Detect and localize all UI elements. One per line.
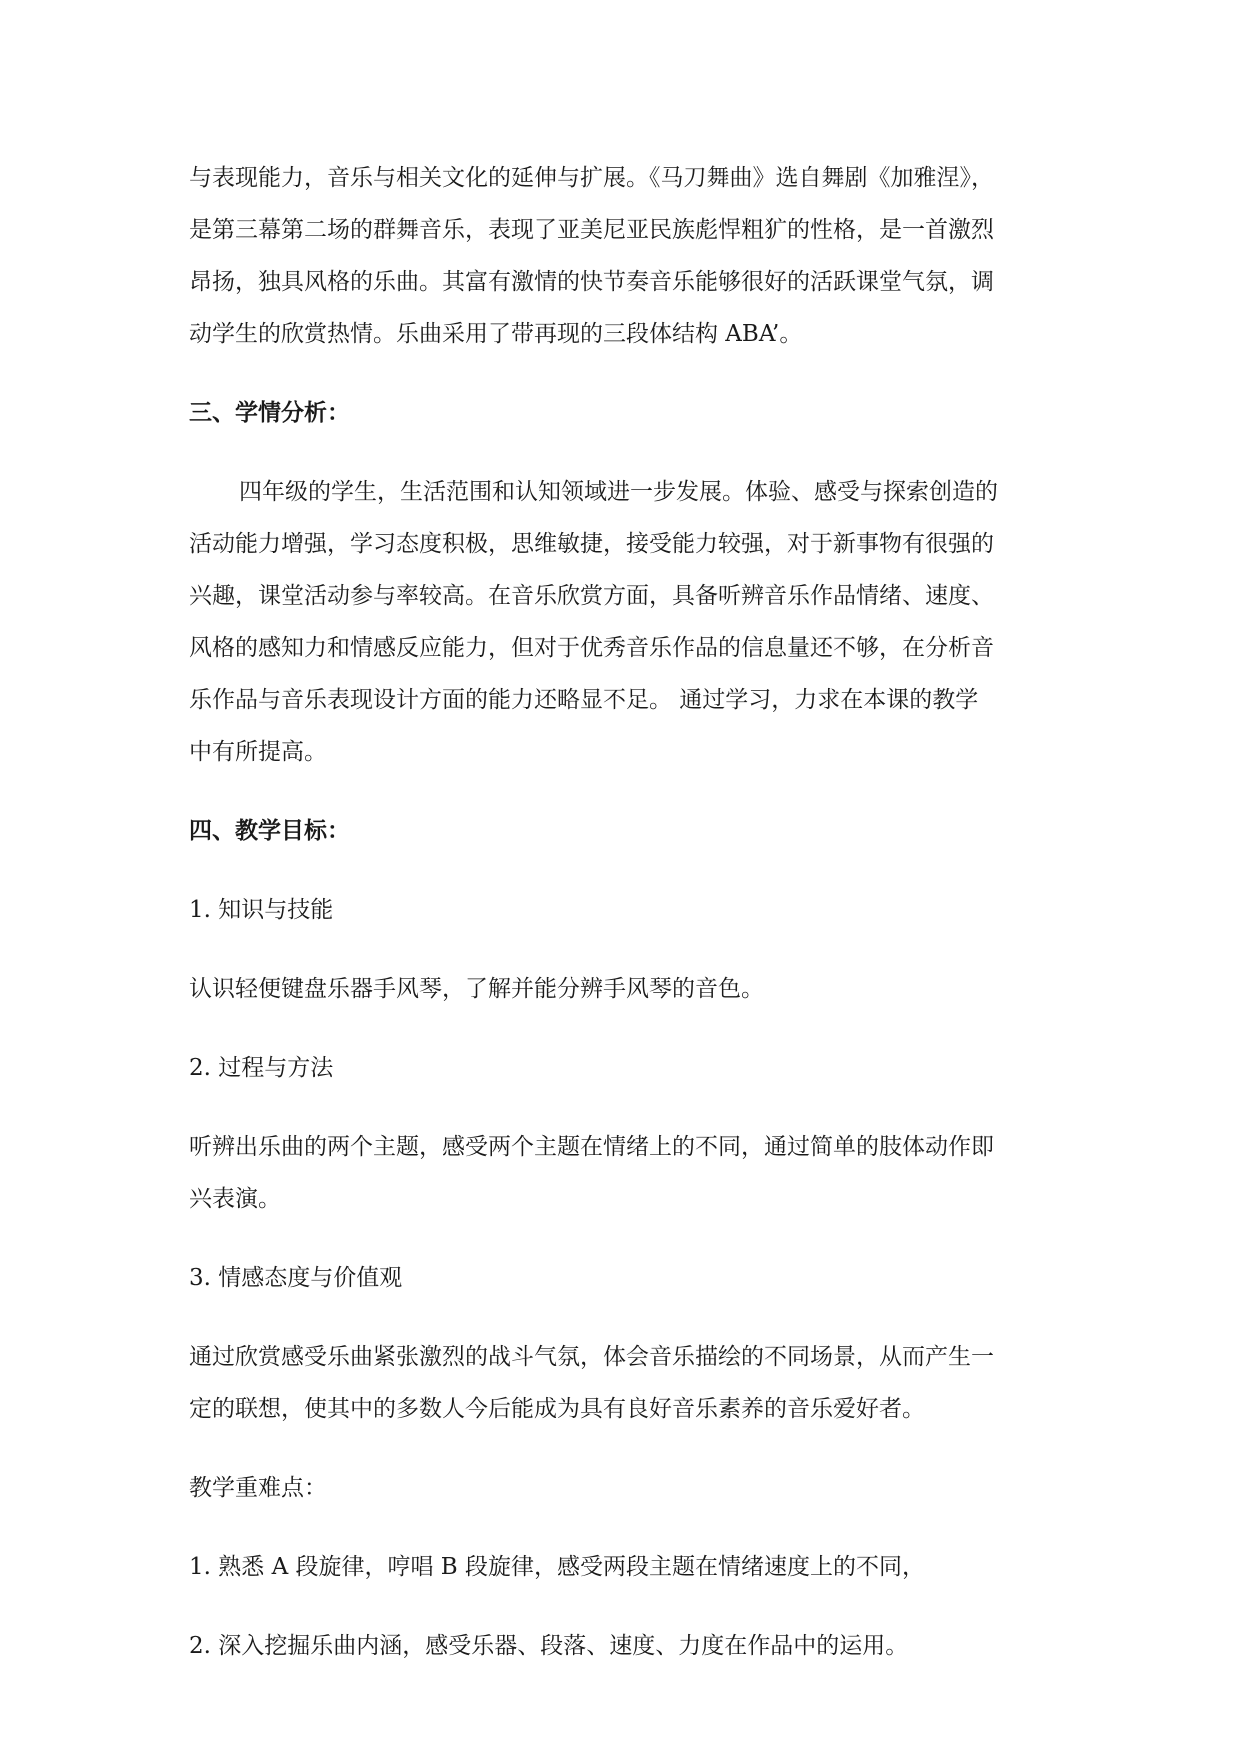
text-line: 是第三幕第二场的群舞音乐，表现了亚美尼亚民族彪悍粗犷的性格，是一首激烈 (189, 217, 994, 243)
text-line: 兴趣，课堂活动参与率较高。在音乐欣赏方面，具备听辨音乐作品情绪、速度、 (189, 583, 994, 609)
text-line: 兴表演。 (189, 1186, 281, 1212)
goal1-title: 1. 知识与技能 (189, 897, 334, 923)
text-line: 动学生的欣赏热情。乐曲采用了带再现的三段体结构 ABA’。 (189, 321, 803, 347)
text-line: 四年级的学生，生活范围和认知领域进一步发展。体验、感受与探索创造的 (239, 479, 998, 505)
goal2-title: 2. 过程与方法 (189, 1055, 334, 1081)
text-line: 定的联想，使其中的多数人今后能成为具有良好音乐素养的音乐爱好者。 (189, 1396, 925, 1422)
goal2-text (189, 1121, 1065, 1225)
paragraph-learner-analysis (189, 466, 1065, 778)
text-line: 活动能力增强，学习态度积极，思维敏捷，接受能力较强，对于新事物有很强的 (189, 531, 994, 557)
goal3-text (189, 1331, 1065, 1435)
text-line: 与表现能力，音乐与相关文化的延伸与扩展。《马刀舞曲》选自舞剧《加雅涅》， (189, 165, 994, 191)
text-line: 通过欣赏感受乐曲紧张激烈的战斗气氛，体会音乐描绘的不同场景，从而产生一 (189, 1344, 994, 1370)
text-line: 听辨出乐曲的两个主题，感受两个主题在情绪上的不同，通过简单的肢体动作即 (189, 1134, 994, 1160)
text-line: 风格的感知力和情感反应能力，但对于优秀音乐作品的信息量还不够，在分析音 (189, 635, 994, 661)
section-heading-learner-analysis: 三、学情分析： (189, 399, 350, 426)
text-line: 乐作品与音乐表现设计方面的能力还略显不足。 通过学习，力求在本课的教学 (189, 687, 979, 713)
key-points-title: 教学重难点： (189, 1475, 327, 1501)
goal1-text: 认识轻便键盘乐器手风琴，了解并能分辨手风琴的音色。 (189, 976, 764, 1002)
key-point-item-2: 2. 深入挖掘乐曲内涵，感受乐器、段落、速度、力度在作品中的运用。 (189, 1633, 909, 1659)
goal3-title: 3. 情感态度与价值观 (189, 1265, 403, 1291)
text-line: 昂扬，独具风格的乐曲。其富有激情的快节奏音乐能够很好的活跃课堂气氛，调 (189, 269, 994, 295)
paragraph-intro (189, 152, 1065, 360)
document-body (189, 152, 1065, 1672)
key-point-item-1: 1. 熟悉 A 段旋律，哼唱 B 段旋律，感受两段主题在情绪速度上的不同， (189, 1554, 926, 1580)
text-line: 中有所提高。 (189, 739, 327, 765)
section-heading-teaching-goals: 四、教学目标： (189, 817, 350, 844)
